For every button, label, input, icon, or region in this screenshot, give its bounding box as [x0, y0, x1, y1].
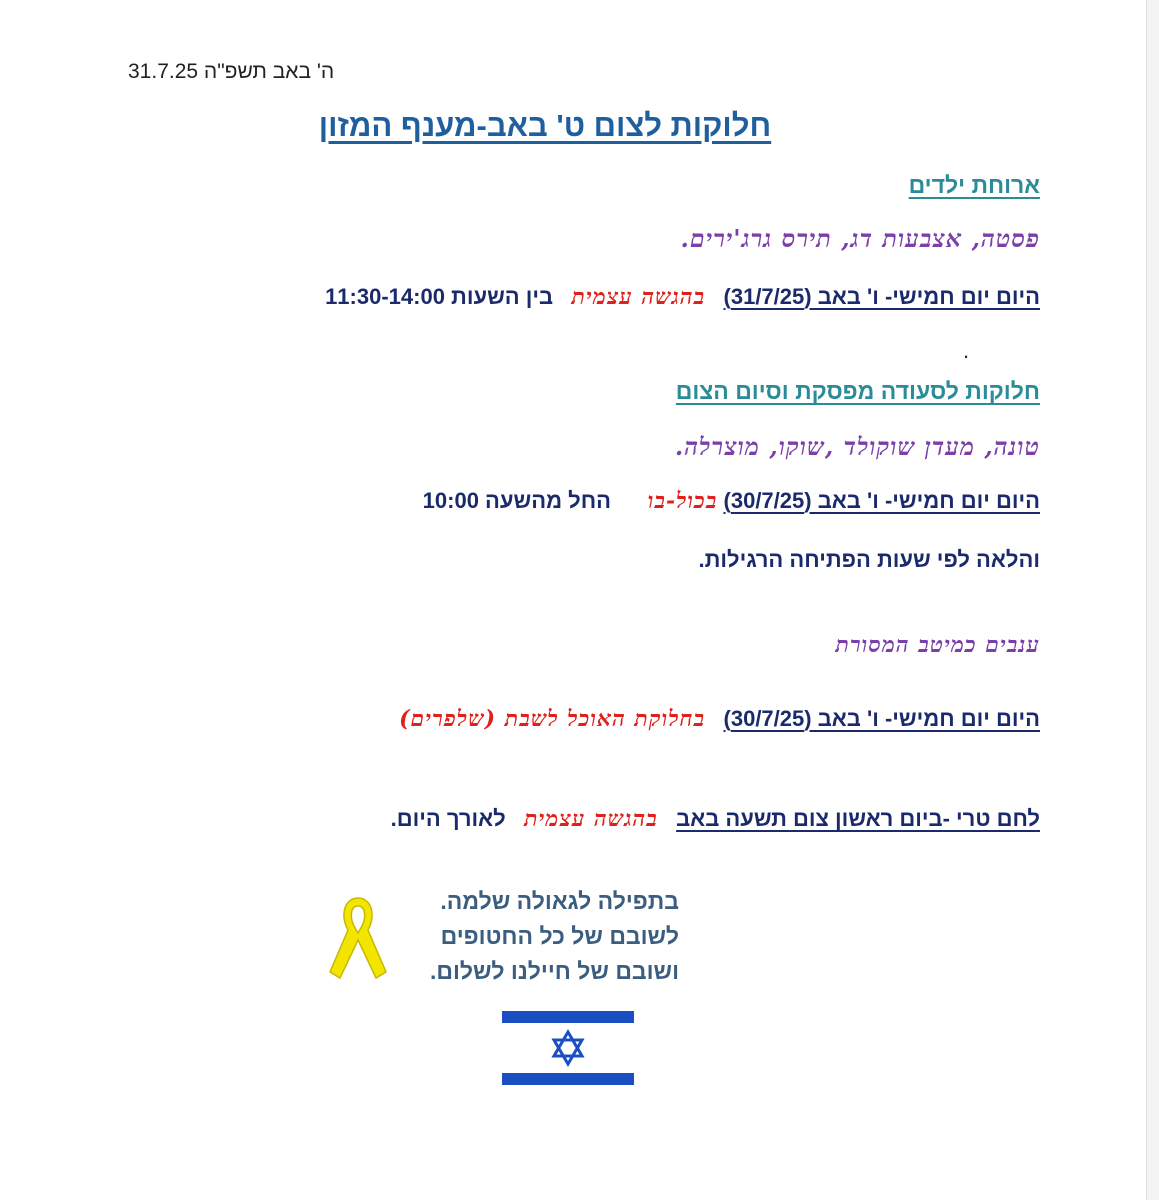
- serving-mode: בחלוקת האוכל לשבת (שלפרים): [399, 706, 706, 732]
- prayer-block: [430, 884, 679, 989]
- prayer-line-3: ושובם של חיילנו לשלום.: [430, 958, 680, 984]
- hours-text: בין השעות 11:30-14:00: [325, 284, 554, 309]
- israel-flag-icon: [500, 1008, 636, 1093]
- stray-dot: .: [963, 338, 970, 363]
- day-text: היום יום חמישי- ו' באב (30/7/25): [723, 706, 1040, 731]
- day-text: היום יום חמישי- ו' באב (30/7/25): [723, 488, 1040, 513]
- bread-lead: לחם טרי -: [942, 806, 1040, 831]
- time-line-kids-meal: [325, 284, 1040, 310]
- scrollbar-track[interactable]: [1146, 0, 1159, 1200]
- opening-hours-note: והלאה לפי שעות הפתיחה הרגילות.: [698, 547, 1040, 572]
- page-title: חלוקות לצום ט' באב-מענף המזון: [318, 108, 772, 143]
- day-text: היום יום חמישי- ו' באב (31/7/25): [723, 284, 1040, 309]
- menu-grapes: ענבים כמיטב המסורת: [835, 632, 1040, 658]
- time-line-pre-fast-meal: [423, 488, 1040, 514]
- bread-line: [391, 806, 1040, 832]
- day-text: ביום ראשון צום תשעה באב: [676, 806, 943, 831]
- yellow-ribbon-icon: [316, 890, 400, 987]
- prayer-line-2: לשובם של כל החטופים: [440, 923, 680, 949]
- prayer-line-1: בתפילה לגאולה שלמה.: [440, 888, 680, 914]
- hours-text: החל מהשעה 10:00: [422, 488, 612, 513]
- tail-text: לאורך היום.: [390, 806, 506, 831]
- serving-mode: בהגשה עצמית: [524, 806, 658, 832]
- menu-pre-fast-meal: טונה, מעדן שוקולד ,שוקו, מוצרלה.: [674, 432, 1040, 461]
- date-line: ה' באב תשפ"ה 31.7.25: [128, 60, 335, 83]
- time-line-grapes: [399, 706, 1040, 732]
- menu-kids-meal: פסטה, אצבעות דג, תירס גרג'ירים.: [680, 224, 1040, 253]
- serving-mode: בהגשה עצמית: [571, 284, 706, 310]
- section-heading-kids-meal: ארוחת ילדים: [908, 172, 1040, 198]
- section-heading-pre-fast-meal: חלוקות לסעודה מפסקת וסיום הצום: [675, 378, 1040, 404]
- serving-mode: בכול-בו: [647, 488, 718, 514]
